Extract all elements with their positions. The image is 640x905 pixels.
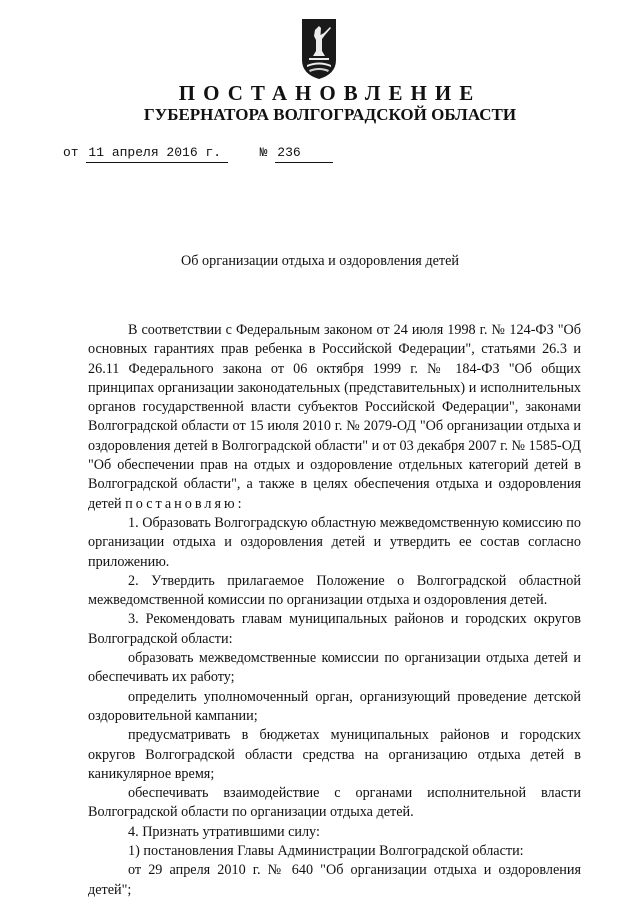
- coat-of-arms-icon: [301, 18, 337, 80]
- issuer-title: ГУБЕРНАТОРА ВОЛГОГРАДСКОЙ ОБЛАСТИ: [143, 105, 517, 124]
- document-number: 236: [275, 144, 333, 163]
- preamble-text: В соответствии с Федеральным законом от 24 июля 1998 г. № 124-ФЗ "Об основных гарантиях прав ребенка в Российской Федерации", статьями 26.3 и 26.11 Федерального закона от 06 октября 1999 г. № 184-ФЗ "Об общих принципах организации законодательных (представительных) и исполнительных органов государственной власти субъектов Российской Федерации", законами Волгоградской области от 15 июля 2010 г. № 2079-ОД "Об организации отдыха и оздоровления детей в Волгоградской области" и от 03 декабря 2007 г. № 1585-ОД "Об обеспечении прав на отдых и оздоровление отдельных категорий детей в Волгоградской области", а также в целях обеспечения отдыха и оздоровления детей: [88, 322, 581, 512]
- number-prefix: №: [259, 145, 268, 160]
- clause-2: 2. Утвердить прилагаемое Положение о Волгоградской областной межведомственной комиссии по организации отдыха и оздоровления детей.: [88, 572, 581, 609]
- clause-4-subitem: от 29 апреля 2010 г. № 640 "Об организации отдыха и оздоровления детей";: [88, 862, 581, 898]
- clause-3-subitem: определить уполномоченный орган, организующий проведение детской оздоровительной кампании;: [88, 688, 581, 724]
- decree-word: постановляю:: [125, 495, 245, 512]
- document-date: 11 апреля 2016 г.: [86, 144, 228, 163]
- document-body: [88, 321, 581, 900]
- registration-line: [63, 144, 333, 163]
- document-subject: Об организации отдыха и оздоровления детей: [181, 253, 459, 269]
- document-type-title: ПОСТАНОВЛЕНИЕ: [178, 81, 482, 105]
- clause-3-subitem: обеспечивать взаимодействие с органами исполнительной власти Волгоградской области по организации отдыха детей.: [88, 785, 581, 821]
- clause-4: 4. Признать утратившими силу:: [128, 823, 320, 840]
- preamble-paragraph: [88, 321, 581, 514]
- clause-3-subitem: образовать межведомственные комиссии по организации отдыха детей и обеспечивать их работу;: [88, 650, 581, 686]
- clause-3: 3. Рекомендовать главам муниципальных районов и городских округов Волгоградской области:: [88, 611, 581, 647]
- clause-3-subitem: предусматривать в бюджетах муниципальных районов и городских округов Волгоградской области средства на организацию отдыха детей в каникулярное время;: [88, 727, 581, 782]
- date-prefix: от: [63, 145, 79, 160]
- clause-4-subitem: 1) постановления Главы Администрации Волгоградской области:: [128, 843, 524, 860]
- clause-1: 1. Образовать Волгоградскую областную межведомственную комиссию по организации отдыха и оздоровления детей и утвердить ее состав согласно приложению.: [88, 514, 581, 570]
